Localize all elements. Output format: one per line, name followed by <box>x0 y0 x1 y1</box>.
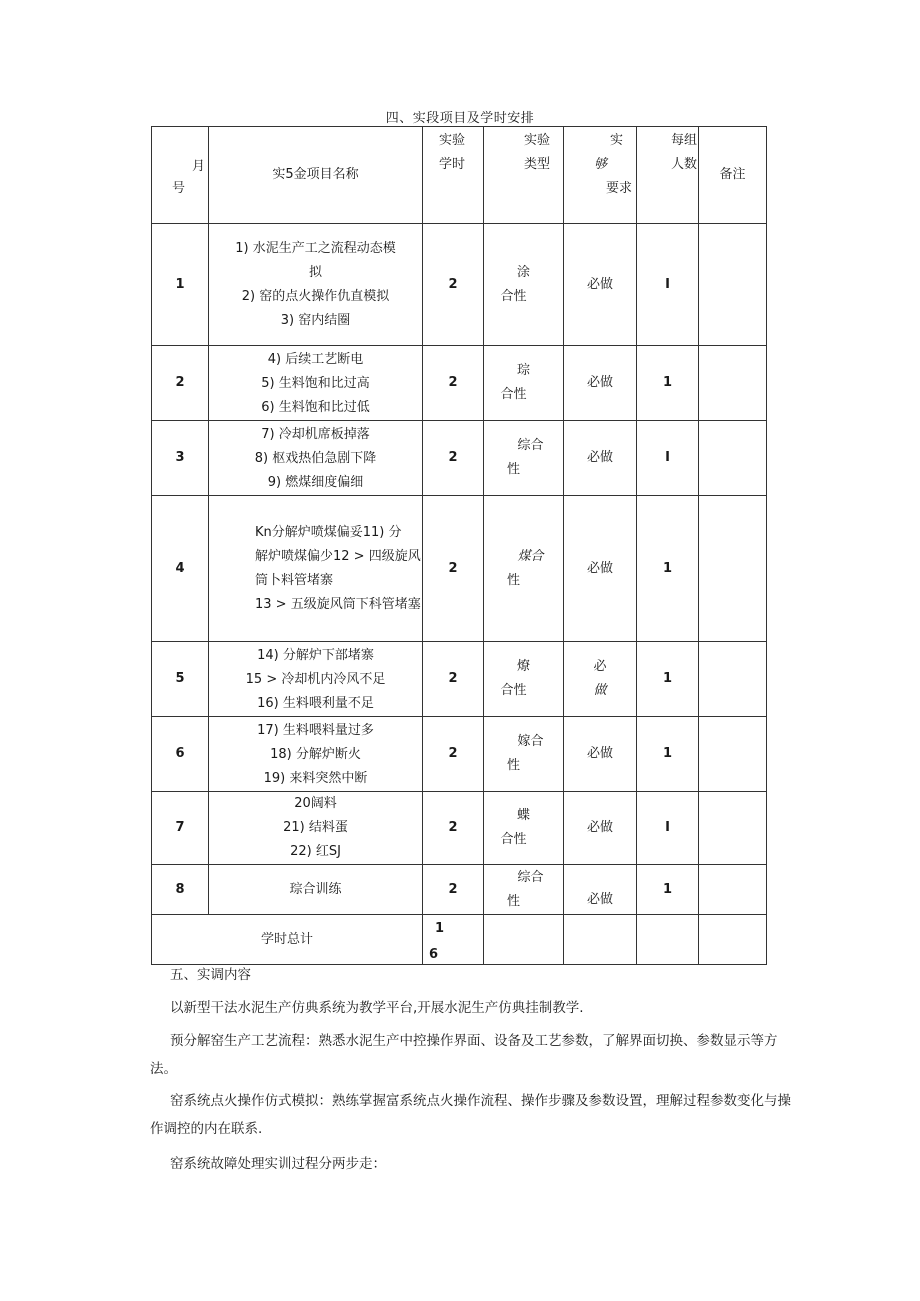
table-row <box>152 717 767 792</box>
row-no: 8 <box>152 865 209 915</box>
row-name <box>209 792 423 865</box>
row-req: 必做 <box>564 421 637 496</box>
type-b: 性 <box>506 758 520 773</box>
item-line: 17) 生料喂料量过多 <box>257 723 374 738</box>
header-hours <box>423 127 484 224</box>
header-no-b: 号 <box>172 181 186 196</box>
item-line: 16) 生料喂利量不足 <box>257 696 374 711</box>
row-no: 4 <box>152 496 209 642</box>
row-hours: 2 <box>423 717 484 792</box>
row-no: 3 <box>152 421 209 496</box>
row-no: 6 <box>152 717 209 792</box>
item-line: 13 > 五级旋风筒下科管堵塞 <box>255 596 421 612</box>
table-header-row <box>152 127 767 224</box>
row-hours: 2 <box>423 421 484 496</box>
item-line: 7) 冷却机席板掉落 <box>261 427 370 442</box>
req-text: 必做 <box>586 892 613 907</box>
total-empty <box>699 915 767 965</box>
row-hours: 2 <box>423 792 484 865</box>
section-title: 四、实段项目及学时安排 <box>385 111 535 126</box>
type-b: 合性 <box>500 832 527 847</box>
row-req: 必做 <box>564 792 637 865</box>
table-row <box>152 346 767 421</box>
item-line: 1) 水泥生产工之流程动态模 <box>235 240 396 256</box>
total-empty <box>564 915 637 965</box>
row-type <box>484 421 564 496</box>
row-type <box>484 792 564 865</box>
item-line: 22) 红SJ <box>290 844 341 859</box>
item-line: 9) 燃煤细度偏细 <box>267 475 364 490</box>
item-line: 拟 <box>308 264 322 280</box>
header-hours-b: 学时 <box>439 157 466 172</box>
header-name: 实5金项目名称 <box>209 127 423 224</box>
row-req: 必做 <box>564 496 637 642</box>
row-no: 1 <box>152 224 209 346</box>
row-group: 1 <box>637 496 699 642</box>
row-name <box>209 642 423 717</box>
type-b: 合性 <box>500 387 527 402</box>
total-empty <box>637 915 699 965</box>
item-line: 6) 生料饱和比过低 <box>261 400 370 415</box>
header-no <box>152 127 209 224</box>
type-a: 综合 <box>517 438 544 453</box>
header-group-b: 人数 <box>671 157 698 172</box>
table-row <box>152 496 767 642</box>
row-type <box>484 717 564 792</box>
row-no: 7 <box>152 792 209 865</box>
total-hours-b: 6 <box>429 947 439 962</box>
row-hours: 2 <box>423 346 484 421</box>
table-row <box>152 792 767 865</box>
row-req: 必做 <box>564 346 637 421</box>
header-req-a: 实 <box>610 133 624 148</box>
header-req-b: 够 <box>594 157 608 172</box>
row-type <box>484 642 564 717</box>
header-req-c: 要求 <box>606 181 633 196</box>
schedule-table <box>151 126 767 965</box>
item-line: 解炉喷煤偏少12 > 四级旋风 <box>255 548 421 564</box>
item-line: 8) 枢戏热伯急剧下降 <box>254 451 377 466</box>
row-note <box>699 865 767 915</box>
row-hours: 2 <box>423 224 484 346</box>
type-a: 嫁合 <box>517 734 544 749</box>
row-note <box>699 421 767 496</box>
type-b: 性 <box>506 462 520 477</box>
total-empty <box>484 915 564 965</box>
row-group: 1 <box>637 346 699 421</box>
row-note <box>699 224 767 346</box>
row-type <box>484 496 564 642</box>
row-name <box>209 717 423 792</box>
header-type <box>484 127 564 224</box>
req-b: 做 <box>593 683 607 698</box>
type-a: 煤合 <box>517 548 544 564</box>
item-line: 筒卜料管堵寨 <box>255 572 334 588</box>
item-line: 19) 来料突然中断 <box>263 771 368 786</box>
row-no: 5 <box>152 642 209 717</box>
row-type <box>484 346 564 421</box>
item-line: 14) 分解炉下部堵寨 <box>257 648 374 663</box>
req-a: 必 <box>593 659 607 674</box>
row-hours: 2 <box>423 865 484 915</box>
type-b: 合性 <box>500 683 527 698</box>
row-name <box>209 224 423 346</box>
item-line: 2) 窑的点火操作仇直模拟 <box>241 288 390 304</box>
item-line: 15 > 冷却机内冷风不足 <box>245 672 386 687</box>
item-line: 18) 分解炉断火 <box>270 747 361 762</box>
row-group: I <box>637 224 699 346</box>
header-group <box>637 127 699 224</box>
row-name <box>209 346 423 421</box>
paragraph: 预分解窑生产工艺流程：熟悉水泥生产中控操作界面、设备及工艺参数，了解界面切换、参数显示等方法。 <box>150 1033 778 1077</box>
header-group-a: 每组 <box>671 133 698 148</box>
row-group: I <box>637 792 699 865</box>
row-type <box>484 865 564 915</box>
section-five-title: 五、实调内容 <box>170 967 251 983</box>
paragraph: 窑系统点火操作仿式模拟：熟练掌握富系统点火操作流程、操作步骤及参数设置，理解过程参数变化与操作调控的内在联系. <box>150 1093 791 1137</box>
item-line: 5) 生料饱和比过高 <box>261 376 370 391</box>
row-req: 必做 <box>564 717 637 792</box>
row-req <box>564 642 637 717</box>
table-total-row <box>152 915 767 965</box>
row-type <box>484 224 564 346</box>
type-a: 涂 <box>516 264 530 280</box>
paragraph: 窑系统故障处理实训过程分两步走： <box>170 1156 386 1172</box>
row-note <box>699 792 767 865</box>
row-req <box>564 865 637 915</box>
table-row <box>152 421 767 496</box>
row-group: 1 <box>637 642 699 717</box>
item-line: 3) 窑内结圈 <box>280 312 351 328</box>
type-a: 蝶 <box>516 808 530 823</box>
row-name <box>209 865 423 915</box>
table-row <box>152 642 767 717</box>
type-a: 燎 <box>516 659 530 674</box>
type-b: 合性 <box>500 288 527 304</box>
type-b: 性 <box>506 893 520 909</box>
type-b: 性 <box>506 572 520 588</box>
paragraph: 以新型干法水泥生产仿典系统为教学平台,开展水泥生产仿典挂制教学. <box>170 1000 584 1016</box>
total-hours-a: 1 <box>435 921 445 936</box>
type-a: 琮 <box>516 363 530 378</box>
header-type-a: 实验 <box>524 133 551 148</box>
row-group: 1 <box>637 717 699 792</box>
item-line: 21) 结料蛋 <box>283 820 348 835</box>
row-hours: 2 <box>423 496 484 642</box>
header-type-b: 类型 <box>524 157 551 172</box>
row-note <box>699 642 767 717</box>
header-note: 备注 <box>699 127 767 224</box>
row-group: I <box>637 421 699 496</box>
item-line: 琮合训练 <box>289 881 342 897</box>
row-note <box>699 717 767 792</box>
row-hours: 2 <box>423 642 484 717</box>
header-no-a: 月 <box>192 159 206 174</box>
header-req <box>564 127 637 224</box>
row-req: 必做 <box>564 224 637 346</box>
row-note <box>699 496 767 642</box>
row-name <box>209 496 423 642</box>
row-group: 1 <box>637 865 699 915</box>
type-a: 综合 <box>517 869 544 885</box>
total-hours <box>423 915 484 965</box>
row-name <box>209 421 423 496</box>
table-row <box>152 224 767 346</box>
item-line: Kn分解炉喷煤偏妥11) 分 <box>255 524 402 540</box>
header-hours-a: 实验 <box>439 133 466 148</box>
row-note <box>699 346 767 421</box>
item-line: 20阔料 <box>294 796 337 811</box>
table-row <box>152 865 767 915</box>
item-line: 4) 后续工艺断电 <box>267 352 364 367</box>
row-no: 2 <box>152 346 209 421</box>
total-label: 学时总计 <box>152 915 423 965</box>
